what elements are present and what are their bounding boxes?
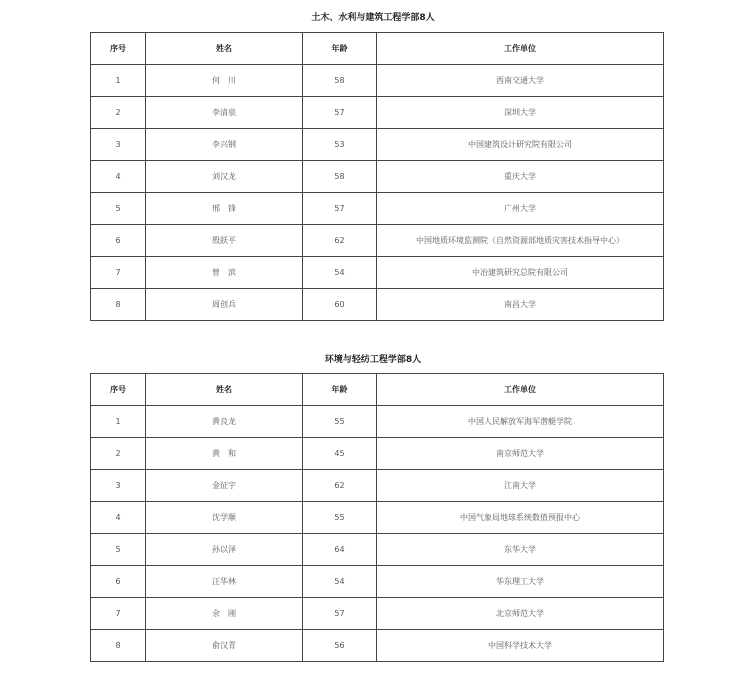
cell-age: 62 (303, 470, 377, 502)
cell-age: 55 (303, 502, 377, 534)
cell-index: 2 (91, 97, 146, 129)
table-row (91, 566, 664, 598)
header-name: 姓名 (146, 374, 303, 406)
cell-index: 5 (91, 534, 146, 566)
section-title-environment: 环境与轻纺工程学部8人 (324, 355, 422, 365)
cell-name: 金征宇 (146, 470, 303, 502)
cell-name: 黄良龙 (146, 406, 303, 438)
table-header-row (91, 33, 664, 65)
table-row (91, 598, 664, 630)
cell-name: 孙以泽 (146, 534, 303, 566)
cell-employer: 华东理工大学 (377, 566, 664, 598)
cell-index: 7 (91, 257, 146, 289)
table-row (91, 470, 664, 502)
cell-employer: 东华大学 (377, 534, 664, 566)
cell-age: 55 (303, 406, 377, 438)
cell-index: 8 (91, 630, 146, 662)
cell-employer: 南昌大学 (377, 289, 664, 321)
table-row (91, 502, 664, 534)
header-name: 姓名 (146, 33, 303, 65)
cell-employer: 中国建筑设计研究院有限公司 (377, 129, 664, 161)
table-row (91, 193, 664, 225)
cell-age: 57 (303, 193, 377, 225)
cell-employer: 西南交通大学 (377, 65, 664, 97)
cell-name: 刘汉龙 (146, 161, 303, 193)
cell-name: 曾 滨 (146, 257, 303, 289)
cell-index: 8 (91, 289, 146, 321)
table-row (91, 630, 664, 662)
cell-age: 53 (303, 129, 377, 161)
academician-table-civil (90, 32, 664, 321)
cell-age: 62 (303, 225, 377, 257)
section-title-civil: 土木、水利与建筑工程学部8人 (311, 13, 435, 23)
cell-employer: 深圳大学 (377, 97, 664, 129)
cell-employer: 中国人民解放军海军潜艇学院 (377, 406, 664, 438)
cell-age: 54 (303, 566, 377, 598)
header-index: 序号 (91, 374, 146, 406)
cell-index: 6 (91, 225, 146, 257)
table-row (91, 129, 664, 161)
cell-name: 何 川 (146, 65, 303, 97)
cell-employer: 重庆大学 (377, 161, 664, 193)
cell-index: 4 (91, 502, 146, 534)
cell-name: 俞汉青 (146, 630, 303, 662)
cell-age: 58 (303, 161, 377, 193)
table-row (91, 225, 664, 257)
cell-index: 4 (91, 161, 146, 193)
cell-age: 64 (303, 534, 377, 566)
cell-age: 45 (303, 438, 377, 470)
cell-employer: 中国地质环境监测院（自然资源部地质灾害技术指导中心） (377, 225, 664, 257)
cell-employer: 中冶建筑研究总院有限公司 (377, 257, 664, 289)
header-employer: 工作单位 (377, 33, 664, 65)
table-header-row (91, 374, 664, 406)
cell-index: 2 (91, 438, 146, 470)
table-row (91, 534, 664, 566)
header-index: 序号 (91, 33, 146, 65)
cell-name: 汪华林 (146, 566, 303, 598)
cell-age: 56 (303, 630, 377, 662)
cell-name: 殷跃平 (146, 225, 303, 257)
cell-age: 57 (303, 97, 377, 129)
cell-index: 3 (91, 470, 146, 502)
cell-name: 李清泉 (146, 97, 303, 129)
cell-employer: 中国科学技术大学 (377, 630, 664, 662)
table-row (91, 438, 664, 470)
cell-index: 1 (91, 65, 146, 97)
cell-age: 60 (303, 289, 377, 321)
header-age: 年龄 (303, 33, 377, 65)
academician-table-environment (90, 373, 664, 662)
header-employer: 工作单位 (377, 374, 664, 406)
cell-employer: 南京师范大学 (377, 438, 664, 470)
cell-name: 沈学顺 (146, 502, 303, 534)
table-row (91, 161, 664, 193)
cell-employer: 北京师范大学 (377, 598, 664, 630)
cell-employer: 广州大学 (377, 193, 664, 225)
cell-name: 李兴钢 (146, 129, 303, 161)
cell-age: 58 (303, 65, 377, 97)
header-age: 年龄 (303, 374, 377, 406)
cell-age: 54 (303, 257, 377, 289)
table-row (91, 289, 664, 321)
cell-employer: 江南大学 (377, 470, 664, 502)
cell-index: 6 (91, 566, 146, 598)
cell-name: 邢 锋 (146, 193, 303, 225)
table-row (91, 257, 664, 289)
cell-name: 黄 和 (146, 438, 303, 470)
cell-name: 周创兵 (146, 289, 303, 321)
cell-name: 余 刚 (146, 598, 303, 630)
cell-employer: 中国气象局地球系统数值预报中心 (377, 502, 664, 534)
table-row (91, 65, 664, 97)
table-row (91, 97, 664, 129)
cell-age: 57 (303, 598, 377, 630)
cell-index: 7 (91, 598, 146, 630)
cell-index: 3 (91, 129, 146, 161)
cell-index: 1 (91, 406, 146, 438)
cell-index: 5 (91, 193, 146, 225)
table-row (91, 406, 664, 438)
